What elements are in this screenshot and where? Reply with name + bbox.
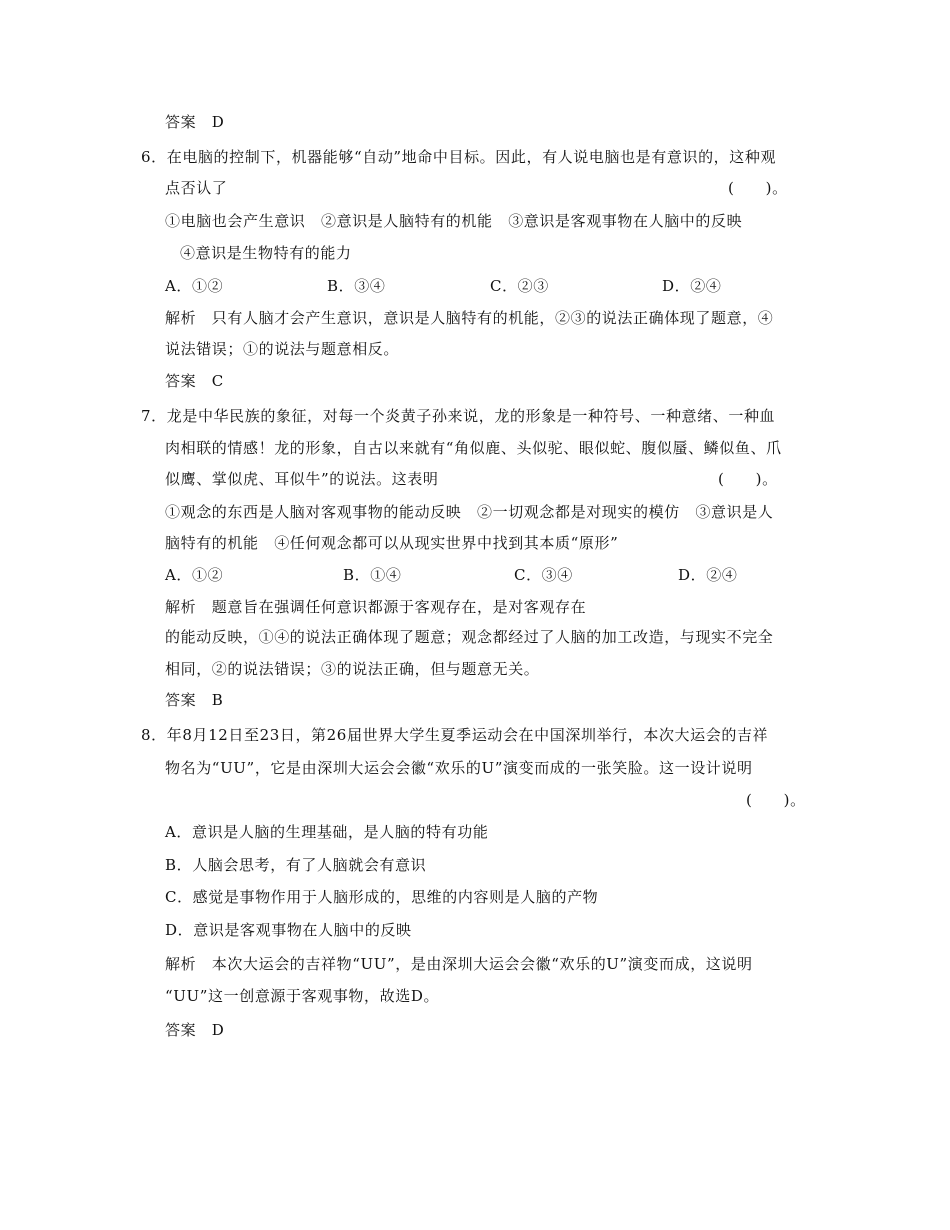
q8-option-c: C．感觉是事物作用于人脑形成的，思维的内容则是人脑的产物 [165, 888, 599, 906]
q7-choice-a: A．①② [165, 566, 224, 584]
q7-choice-d: D．②④ [678, 566, 738, 584]
q6-options-line-1: ①电脑也会产生意识 ②意识是人脑特有的机能 ③意识是客观事物在人脑中的反映 [165, 212, 743, 230]
q6-options-line-2: ④意识是生物特有的能力 [180, 244, 352, 262]
q6-analysis-line-2: 说法错误；①的说法与题意相反。 [165, 340, 400, 358]
q6-answer: 答案 C [165, 372, 224, 390]
q8-option-d: D．意识是客观事物在人脑中的反映 [165, 921, 412, 939]
q7-choice-b: B．①④ [343, 566, 402, 584]
q7-options-line-2: 脑特有的机能 ④任何观念都可以从现实世界中找到其本质“原形” [165, 534, 619, 552]
q6-choice-b: B．③④ [327, 277, 386, 295]
q8-answer: 答案 D [165, 1021, 225, 1039]
q8-option-a: A．意识是人脑的生理基础，是人脑的特有功能 [165, 823, 489, 841]
q7-answer-paren: ( )。 [718, 470, 778, 488]
q7-answer: 答案 B [165, 691, 224, 709]
q8-stem-line-1: 8．年8月12日至23日，第26届世界大学生夏季运动会在中国深圳举行，本次大运会的吉祥 [141, 726, 769, 744]
q8-stem-line-2: 物名为“UU”，它是由深圳大运会会徽“欢乐的U”演变而成的一张笑脸。这一设计说明 [165, 759, 753, 777]
q8-analysis-line-1: 解析 本次大运会的吉祥物“UU”，是由深圳大运会会徽“欢乐的U”演变而成，这说明 [165, 955, 753, 973]
q7-analysis-line-1: 解析 题意旨在强调任何意识都源于客观存在，是对客观存在 [165, 598, 587, 616]
q7-stem-line-2: 肉相联的情感！龙的形象，自古以来就有“角似鹿、头似驼、眼似蛇、腹似蜃、鳞似鱼、爪 [165, 439, 782, 457]
q6-analysis-line-1: 解析 只有人脑才会产生意识，意识是人脑特有的机能，②③的说法正确体现了题意，④ [165, 309, 774, 327]
q6-stem-line-1: 6．在电脑的控制下，机器能够“自动”地命中目标。因此，有人说电脑也是有意识的，这种观 [141, 148, 777, 166]
q7-options-line-1: ①观念的东西是人脑对客观事物的能动反映 ②一切观念都是对现实的模仿 ③意识是人 [165, 503, 774, 521]
q7-analysis-line-3: 相同，②的说法错误；③的说法正确，但与题意无关。 [165, 660, 540, 678]
q7-stem-line-3: 似鹰、掌似虎、耳似牛”的说法。这表明 [165, 470, 439, 488]
q8-answer-paren: ( )。 [746, 791, 806, 809]
q7-analysis-line-2: 的能动反映，①④的说法正确体现了题意；观念都经过了人脑的加工改造，与现实不完全 [165, 628, 774, 646]
q7-stem-line-1: 7．龙是中华民族的象征，对每一个炎黄子孙来说，龙的形象是一种符号、一种意绪、一种血 [141, 407, 776, 425]
q8-analysis-line-2: “UU”这一创意源于客观事物，故选D。 [165, 987, 440, 1005]
q8-option-b: B．人脑会思考，有了人脑就会有意识 [165, 856, 427, 874]
q7-choice-c: C．③④ [514, 566, 573, 584]
answer-q5: 答案 D [165, 113, 225, 131]
q6-choice-a: A．①② [165, 277, 224, 295]
q6-choice-c: C．②③ [490, 277, 549, 295]
q6-stem-line-2: 点否认了 [165, 179, 228, 197]
q6-answer-paren: ( )。 [728, 179, 788, 197]
q6-choice-d: D．②④ [662, 277, 722, 295]
